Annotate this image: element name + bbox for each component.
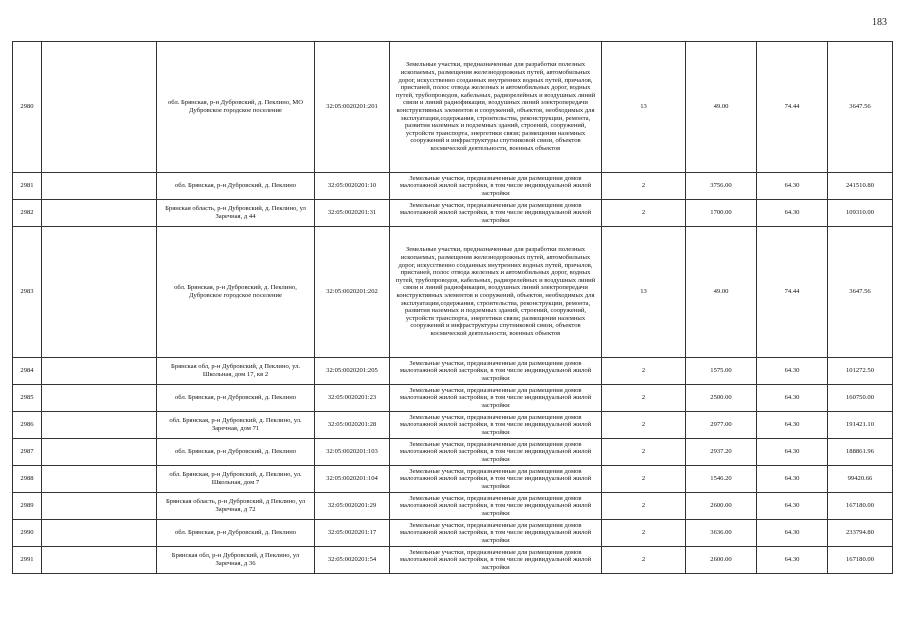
cadastral-value-cell: 241510.80	[828, 173, 893, 200]
cadastral-number-cell: 32:05:0020201:31	[315, 200, 390, 227]
area-cell: 1546.20	[686, 466, 757, 493]
table-row	[13, 358, 893, 385]
cadastral-value-cell: 109310.00	[828, 200, 893, 227]
cadastral-value-cell: 160750.00	[828, 385, 893, 412]
blank-cell	[42, 173, 157, 200]
area-cell: 2600.00	[686, 493, 757, 520]
cadastral-value-cell: 188861.96	[828, 439, 893, 466]
blank-cell	[42, 466, 157, 493]
cadastral-number-cell: 32:05:0020201:28	[315, 412, 390, 439]
land-use-purpose-cell: Земельные участки, предназначенные для разработки полезных ископаемых, размещения железнодорожных путей, автомобильных дорог, искусственно созданных внутренних водных путей, причалов, пристаней, полос отвода железных и автомобильных дорог, водных путей, трубопроводов, кабельных, радиорелейных и воздушных линий связи и линий радиофикации, воздушных линий электропередачи конструктивных элементов и сооружений, объектов, необходимых для эксплуатации,содержания, строительства, реконструкции, ремонта, развития наземных и подземных зданий, строений, сооружений, устройств транспорта, энергетики связи; размещения наземных сооружений и инфраструктуры спутниковой связи, объектов космической деятельности, военных объектов	[390, 227, 602, 358]
use-group-cell: 2	[602, 173, 686, 200]
use-group-cell: 2	[602, 200, 686, 227]
area-cell: 49.00	[686, 42, 757, 173]
area-cell: 1575.00	[686, 358, 757, 385]
cadastral-number-cell: 32:05:0020201:23	[315, 385, 390, 412]
land-use-purpose-cell: Земельные участки, предназначенные для размещения домов малоэтажной жилой застройки, в том числе индивидуальной жилой застройки	[390, 439, 602, 466]
table-row	[13, 520, 893, 547]
address-cell: обл. Брянская, р-н Дубровский, д. Пеклино, Дубровское городское поселение	[157, 227, 315, 358]
cadastral-value-cell: 99420.66	[828, 466, 893, 493]
row-number-cell: 2986	[13, 412, 42, 439]
cadastral-number-cell: 32:05:0020201:202	[315, 227, 390, 358]
specific-value-cell: 64.30	[757, 385, 828, 412]
area-cell: 49.00	[686, 227, 757, 358]
specific-value-cell: 64.30	[757, 493, 828, 520]
use-group-cell: 2	[602, 547, 686, 574]
cadastral-value-cell: 233794.80	[828, 520, 893, 547]
address-cell: обл. Брянская, р-н Дубровский, д. Пеклино, ул. Школьная, дом 7	[157, 466, 315, 493]
row-number-cell: 2991	[13, 547, 42, 574]
specific-value-cell: 64.30	[757, 358, 828, 385]
row-number-cell: 2984	[13, 358, 42, 385]
address-cell: Брянская обл, р-н Дубровский, д Пеклино, ул Заречная, д 36	[157, 547, 315, 574]
address-cell: обл. Брянская, р-н Дубровский, д. Пеклино	[157, 385, 315, 412]
land-use-purpose-cell: Земельные участки, предназначенные для размещения домов малоэтажной жилой застройки, в том числе индивидуальной жилой застройки	[390, 385, 602, 412]
address-cell: Брянская область, р-н Дубровский, д. Пеклино, ул Заречная, д 44	[157, 200, 315, 227]
address-cell: обл. Брянская, р-н Дубровский, д. Пеклино	[157, 173, 315, 200]
page-number: 183	[872, 17, 887, 28]
cadastral-value-cell: 167180.00	[828, 547, 893, 574]
land-use-purpose-cell: Земельные участки, предназначенные для размещения домов малоэтажной жилой застройки, в том числе индивидуальной жилой застройки	[390, 412, 602, 439]
address-cell: обл. Брянская, р-н Дубровский, д. Пеклино, МО Дубровское городское поселение	[157, 42, 315, 173]
table-row	[13, 547, 893, 574]
specific-value-cell: 74.44	[757, 227, 828, 358]
use-group-cell: 2	[602, 466, 686, 493]
table-row	[13, 493, 893, 520]
cadastral-number-cell: 32:05:0020201:201	[315, 42, 390, 173]
specific-value-cell: 64.30	[757, 439, 828, 466]
blank-cell	[42, 439, 157, 466]
area-cell: 2937.20	[686, 439, 757, 466]
table-row	[13, 200, 893, 227]
area-cell: 2977.00	[686, 412, 757, 439]
row-number-cell: 2988	[13, 466, 42, 493]
specific-value-cell: 64.30	[757, 466, 828, 493]
cadastral-value-cell: 191421.10	[828, 412, 893, 439]
address-cell: Брянская область, р-н Дубровский, д Пеклино, ул Заречная, д 72	[157, 493, 315, 520]
specific-value-cell: 64.30	[757, 547, 828, 574]
table-row	[13, 42, 893, 173]
address-cell: обл. Брянская, р-н Дубровский, д. Пеклино	[157, 439, 315, 466]
cadastral-value-table	[12, 41, 893, 574]
use-group-cell: 2	[602, 493, 686, 520]
area-cell: 3636.00	[686, 520, 757, 547]
cadastral-value-cell: 101272.50	[828, 358, 893, 385]
blank-cell	[42, 227, 157, 358]
land-use-purpose-cell: Земельные участки, предназначенные для размещения домов малоэтажной жилой застройки, в том числе индивидуальной жилой застройки	[390, 520, 602, 547]
use-group-cell: 13	[602, 42, 686, 173]
land-use-purpose-cell: Земельные участки, предназначенные для размещения домов малоэтажной жилой застройки, в том числе индивидуальной жилой застройки	[390, 493, 602, 520]
area-cell: 1700.00	[686, 200, 757, 227]
use-group-cell: 13	[602, 227, 686, 358]
use-group-cell: 2	[602, 439, 686, 466]
use-group-cell: 2	[602, 385, 686, 412]
blank-cell	[42, 42, 157, 173]
land-use-purpose-cell: Земельные участки, предназначенные для разработки полезных ископаемых, размещения железнодорожных путей, автомобильных дорог, искусственно созданных внутренних водных путей, причалов, пристаней, полос отвода железных и автомобильных дорог, водных путей, трубопроводов, кабельных, радиорелейных и воздушных линий связи и линий радиофикации, воздушных линий электропередачи конструктивных элементов и сооружений, объектов, необходимых для эксплуатации,содержания, строительства, реконструкции, ремонта, развития наземных и подземных зданий, строений, сооружений, устройств транспорта, энергетики связи; размещения наземных сооружений и инфраструктуры спутниковой связи, объектов космической деятельности, военных объектов	[390, 42, 602, 173]
area-cell: 2600.00	[686, 547, 757, 574]
cadastral-number-cell: 32:05:0020201:29	[315, 493, 390, 520]
table-row	[13, 439, 893, 466]
specific-value-cell: 64.30	[757, 520, 828, 547]
specific-value-cell: 64.30	[757, 173, 828, 200]
table-body	[13, 42, 893, 574]
row-number-cell: 2982	[13, 200, 42, 227]
land-use-purpose-cell: Земельные участки, предназначенные для размещения домов малоэтажной жилой застройки, в том числе индивидуальной жилой застройки	[390, 173, 602, 200]
specific-value-cell: 74.44	[757, 42, 828, 173]
cadastral-number-cell: 32:05:0020201:205	[315, 358, 390, 385]
cadastral-number-cell: 32:05:0020201:103	[315, 439, 390, 466]
land-use-purpose-cell: Земельные участки, предназначенные для размещения домов малоэтажной жилой застройки, в том числе индивидуальной жилой застройки	[390, 358, 602, 385]
blank-cell	[42, 547, 157, 574]
area-cell: 3756.00	[686, 173, 757, 200]
blank-cell	[42, 493, 157, 520]
area-cell: 2500.00	[686, 385, 757, 412]
blank-cell	[42, 385, 157, 412]
cadastral-value-cell: 167180.00	[828, 493, 893, 520]
address-cell: обл. Брянская, р-н Дубровский, д. Пеклино, ул. Заречная, дом 71	[157, 412, 315, 439]
row-number-cell: 2985	[13, 385, 42, 412]
use-group-cell: 2	[602, 412, 686, 439]
address-cell: обл. Брянская, р-н Дубровский, д. Пеклино	[157, 520, 315, 547]
cadastral-number-cell: 32:05:0020201:10	[315, 173, 390, 200]
row-number-cell: 2983	[13, 227, 42, 358]
blank-cell	[42, 358, 157, 385]
address-cell: Брянская обл, р-н Дубровский, д Пеклино, ул. Школьная, дом 17, кв 2	[157, 358, 315, 385]
blank-cell	[42, 520, 157, 547]
table-row	[13, 412, 893, 439]
cadastral-value-cell: 3647.56	[828, 42, 893, 173]
row-number-cell: 2989	[13, 493, 42, 520]
land-use-purpose-cell: Земельные участки, предназначенные для размещения домов малоэтажной жилой застройки, в том числе индивидуальной жилой застройки	[390, 466, 602, 493]
land-use-purpose-cell: Земельные участки, предназначенные для размещения домов малоэтажной жилой застройки, в том числе индивидуальной жилой застройки	[390, 547, 602, 574]
row-number-cell: 2980	[13, 42, 42, 173]
row-number-cell: 2987	[13, 439, 42, 466]
blank-cell	[42, 412, 157, 439]
specific-value-cell: 64.30	[757, 412, 828, 439]
row-number-cell: 2981	[13, 173, 42, 200]
row-number-cell: 2990	[13, 520, 42, 547]
cadastral-value-cell: 3647.56	[828, 227, 893, 358]
specific-value-cell: 64.30	[757, 200, 828, 227]
use-group-cell: 2	[602, 520, 686, 547]
cadastral-number-cell: 32:05:0020201:104	[315, 466, 390, 493]
use-group-cell: 2	[602, 358, 686, 385]
cadastral-number-cell: 32:05:0020201:17	[315, 520, 390, 547]
table-row	[13, 385, 893, 412]
blank-cell	[42, 200, 157, 227]
land-use-purpose-cell: Земельные участки, предназначенные для размещения домов малоэтажной жилой застройки, в том числе индивидуальной жилой застройки	[390, 200, 602, 227]
table-row	[13, 466, 893, 493]
table-row	[13, 227, 893, 358]
table-row	[13, 173, 893, 200]
cadastral-number-cell: 32:05:0020201:54	[315, 547, 390, 574]
